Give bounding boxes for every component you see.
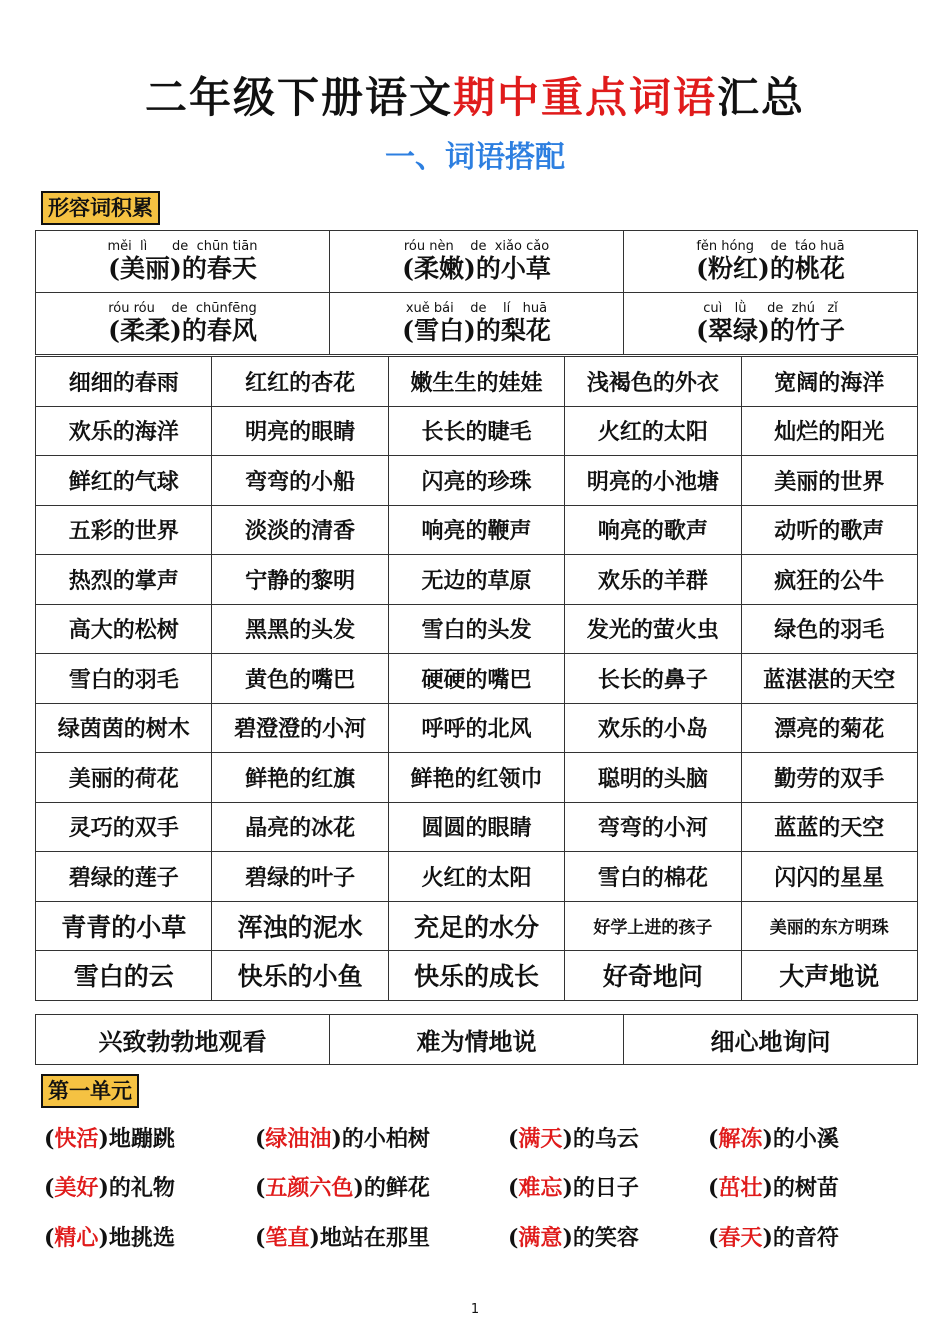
phrase-text: (美丽)的春天 bbox=[108, 254, 257, 283]
highlight-word: 茁壮 bbox=[718, 1175, 763, 1201]
phrase-cell: 晶亮的冰花 bbox=[212, 802, 388, 852]
phrase-cell: 宽阔的海洋 bbox=[741, 357, 917, 407]
phrase-cell: 细细的春雨 bbox=[36, 357, 212, 407]
table-row bbox=[36, 505, 918, 555]
unit-phrase: (绿油油)的小柏树 bbox=[255, 1126, 430, 1152]
pinyin-cell bbox=[624, 293, 918, 355]
phrase-cell: 绿茵茵的树木 bbox=[36, 703, 212, 753]
phrase-cell: 雪白的羽毛 bbox=[36, 654, 212, 704]
adjective-phrase-grid bbox=[35, 356, 918, 1001]
phrase-cell: 黄色的嘴巴 bbox=[212, 654, 388, 704]
phrase-text: (翠绿)的竹子 bbox=[696, 316, 845, 345]
phrase-cell: 蓝湛湛的天空 bbox=[741, 654, 917, 704]
phrase-cell: 聪明的头脑 bbox=[565, 753, 741, 803]
phrase-rest: 的礼物 bbox=[108, 1175, 175, 1201]
phrase-cell: 灵巧的双手 bbox=[36, 802, 212, 852]
unit-phrase: (满天)的乌云 bbox=[508, 1126, 639, 1152]
table-row bbox=[36, 852, 918, 902]
phrase-cell: 蓝蓝的天空 bbox=[741, 802, 917, 852]
phrase-rest: 的树苗 bbox=[772, 1175, 839, 1201]
unit-phrase: (美好)的礼物 bbox=[44, 1175, 175, 1201]
table-row bbox=[36, 406, 918, 456]
highlight-word: 解冻 bbox=[718, 1126, 763, 1152]
phrase-cell: 明亮的小池塘 bbox=[565, 456, 741, 506]
phrase-cell: 雪白的云 bbox=[36, 951, 212, 1001]
phrase-cell: 火红的太阳 bbox=[388, 852, 564, 902]
highlight-word: 五颜六色 bbox=[265, 1175, 354, 1201]
phrase-cell: 碧绿的莲子 bbox=[36, 852, 212, 902]
highlight-word: 满意 bbox=[518, 1225, 563, 1251]
pinyin-cell bbox=[36, 231, 330, 293]
phrase-cell: 欢乐的羊群 bbox=[565, 555, 741, 605]
unit-one-row bbox=[0, 1171, 950, 1211]
adverb-phrase-row bbox=[35, 1014, 918, 1065]
unit-one-row bbox=[0, 1122, 950, 1162]
phrase-rest: 的日子 bbox=[572, 1175, 639, 1201]
phrase-cell: 勤劳的双手 bbox=[741, 753, 917, 803]
pinyin-text: róu nèn de xiǎo cǎo bbox=[403, 239, 550, 254]
phrase-cell: 快乐的成长 bbox=[388, 951, 564, 1001]
table-row bbox=[36, 654, 918, 704]
phrase-cell: 碧澄澄的小河 bbox=[212, 703, 388, 753]
pinyin-text: róu róu de chūnfēng bbox=[108, 301, 257, 316]
title-prefix: 二年级下册语文 bbox=[144, 73, 453, 122]
phrase-cell: 快乐的小鱼 bbox=[212, 951, 388, 1001]
phrase-cell: 长长的睫毛 bbox=[388, 406, 564, 456]
phrase-cell: 无边的草原 bbox=[388, 555, 564, 605]
phrase-cell: 浑浊的泥水 bbox=[212, 901, 388, 951]
phrase-cell: 美丽的世界 bbox=[741, 456, 917, 506]
phrase-cell: 发光的萤火虫 bbox=[565, 604, 741, 654]
phrase-cell: 浅褐色的外衣 bbox=[565, 357, 741, 407]
phrase-cell: 疯狂的公牛 bbox=[741, 555, 917, 605]
phrase-rest: 的鲜花 bbox=[363, 1175, 430, 1201]
pinyin-cell bbox=[330, 231, 624, 293]
table-row bbox=[36, 456, 918, 506]
phrase-cell: 圆圆的眼睛 bbox=[388, 802, 564, 852]
phrase-cell: 弯弯的小船 bbox=[212, 456, 388, 506]
phrase-cell: 碧绿的叶子 bbox=[212, 852, 388, 902]
pinyin-text: měi lì de chūn tiān bbox=[107, 239, 258, 254]
phrase-cell: 闪闪的星星 bbox=[741, 852, 917, 902]
highlight-word: 快活 bbox=[54, 1126, 99, 1152]
phrase-rest: 的乌云 bbox=[572, 1126, 639, 1152]
phrase-cell: 好学上进的孩子 bbox=[565, 901, 741, 951]
phrase-cell: 美丽的东方明珠 bbox=[741, 901, 917, 951]
highlight-word: 美好 bbox=[54, 1175, 99, 1201]
highlight-word: 精心 bbox=[54, 1225, 99, 1251]
pinyin-text: fěn hóng de táo huā bbox=[696, 239, 845, 254]
table-row bbox=[36, 753, 918, 803]
phrase-cell: 黑黑的头发 bbox=[212, 604, 388, 654]
highlight-word: 春天 bbox=[718, 1225, 763, 1251]
phrase-cell: 闪亮的珍珠 bbox=[388, 456, 564, 506]
table-row bbox=[36, 293, 918, 355]
phrase-cell: 长长的鼻子 bbox=[565, 654, 741, 704]
phrase-cell: 硬硬的嘴巴 bbox=[388, 654, 564, 704]
phrase-text: (粉红)的桃花 bbox=[696, 254, 845, 283]
phrase-cell: 淡淡的清香 bbox=[212, 505, 388, 555]
unit-phrase: (五颜六色)的鲜花 bbox=[255, 1175, 430, 1201]
phrase-cell: 雪白的棉花 bbox=[565, 852, 741, 902]
phrase-cell: 欢乐的小岛 bbox=[565, 703, 741, 753]
phrase-cell: 难为情地说 bbox=[330, 1015, 624, 1065]
table-row bbox=[36, 901, 918, 951]
phrase-rest: 地站在那里 bbox=[319, 1225, 430, 1251]
unit-phrase: (茁壮)的树苗 bbox=[708, 1175, 839, 1201]
pinyin-phrase-table bbox=[35, 230, 918, 355]
phrase-cell: 美丽的荷花 bbox=[36, 753, 212, 803]
phrase-cell: 呼呼的北风 bbox=[388, 703, 564, 753]
phrase-cell: 大声地说 bbox=[741, 951, 917, 1001]
phrase-cell: 兴致勃勃地观看 bbox=[36, 1015, 330, 1065]
title-highlight: 期中重点词语 bbox=[452, 73, 717, 122]
highlight-word: 满天 bbox=[518, 1126, 563, 1152]
phrase-cell: 青青的小草 bbox=[36, 901, 212, 951]
highlight-word: 笔直 bbox=[265, 1225, 310, 1251]
section-label-unit-one: 第一单元 bbox=[41, 1074, 139, 1108]
table-row bbox=[36, 555, 918, 605]
phrase-cell: 响亮的歌声 bbox=[565, 505, 741, 555]
phrase-cell: 鲜艳的红旗 bbox=[212, 753, 388, 803]
phrase-cell: 高大的松树 bbox=[36, 604, 212, 654]
section-label-adjectives: 形容词积累 bbox=[41, 191, 160, 225]
unit-phrase: (快活)地蹦跳 bbox=[44, 1126, 175, 1152]
highlight-word: 难忘 bbox=[518, 1175, 563, 1201]
phrase-text: (雪白)的梨花 bbox=[402, 316, 551, 345]
pinyin-text: xuě bái de lí huā bbox=[405, 301, 548, 316]
table-row bbox=[36, 231, 918, 293]
table-row bbox=[36, 604, 918, 654]
phrase-cell: 充足的水分 bbox=[388, 901, 564, 951]
phrase-cell: 热烈的掌声 bbox=[36, 555, 212, 605]
phrase-cell: 鲜艳的红领巾 bbox=[388, 753, 564, 803]
unit-phrase: (笔直)地站在那里 bbox=[255, 1225, 430, 1251]
phrase-cell: 火红的太阳 bbox=[565, 406, 741, 456]
unit-phrase: (解冻)的小溪 bbox=[708, 1126, 839, 1152]
section-subtitle: 一、词语搭配 bbox=[385, 140, 565, 175]
phrase-cell: 红红的杏花 bbox=[212, 357, 388, 407]
unit-phrase: (满意)的笑容 bbox=[508, 1225, 639, 1251]
phrase-cell: 欢乐的海洋 bbox=[36, 406, 212, 456]
unit-phrase: (精心)地挑选 bbox=[44, 1225, 175, 1251]
table-row bbox=[36, 951, 918, 1001]
phrase-cell: 绿色的羽毛 bbox=[741, 604, 917, 654]
pinyin-cell bbox=[36, 293, 330, 355]
phrase-cell: 雪白的头发 bbox=[388, 604, 564, 654]
table-row bbox=[36, 703, 918, 753]
unit-one-row bbox=[0, 1221, 950, 1261]
unit-phrase: (难忘)的日子 bbox=[508, 1175, 639, 1201]
page-title bbox=[0, 70, 950, 126]
phrase-cell: 弯弯的小河 bbox=[565, 802, 741, 852]
phrase-cell: 灿烂的阳光 bbox=[741, 406, 917, 456]
phrase-rest: 的小溪 bbox=[772, 1126, 839, 1152]
phrase-rest: 的小柏树 bbox=[341, 1126, 430, 1152]
phrase-cell: 细心地询问 bbox=[624, 1015, 918, 1065]
phrase-rest: 的笑容 bbox=[572, 1225, 639, 1251]
table-row bbox=[36, 802, 918, 852]
phrase-cell: 明亮的眼睛 bbox=[212, 406, 388, 456]
pinyin-cell bbox=[330, 293, 624, 355]
pinyin-text: cuì lǜ de zhú zǐ bbox=[703, 301, 838, 316]
phrase-rest: 的音符 bbox=[772, 1225, 839, 1251]
phrase-cell: 漂亮的菊花 bbox=[741, 703, 917, 753]
table-row bbox=[36, 1015, 918, 1065]
phrase-cell: 五彩的世界 bbox=[36, 505, 212, 555]
phrase-text: (柔柔)的春风 bbox=[108, 316, 257, 345]
page-number: 1 bbox=[470, 1302, 480, 1317]
phrase-cell: 宁静的黎明 bbox=[212, 555, 388, 605]
pinyin-cell bbox=[624, 231, 918, 293]
title-suffix: 汇总 bbox=[717, 73, 806, 122]
table-row bbox=[36, 357, 918, 407]
phrase-cell: 动听的歌声 bbox=[741, 505, 917, 555]
phrase-rest: 地蹦跳 bbox=[108, 1126, 175, 1152]
phrase-cell: 好奇地问 bbox=[565, 951, 741, 1001]
highlight-word: 绿油油 bbox=[265, 1126, 332, 1152]
phrase-rest: 地挑选 bbox=[108, 1225, 175, 1251]
phrase-cell: 鲜红的气球 bbox=[36, 456, 212, 506]
unit-phrase: (春天)的音符 bbox=[708, 1225, 839, 1251]
phrase-cell: 响亮的鞭声 bbox=[388, 505, 564, 555]
phrase-cell: 嫩生生的娃娃 bbox=[388, 357, 564, 407]
phrase-text: (柔嫩)的小草 bbox=[402, 254, 551, 283]
